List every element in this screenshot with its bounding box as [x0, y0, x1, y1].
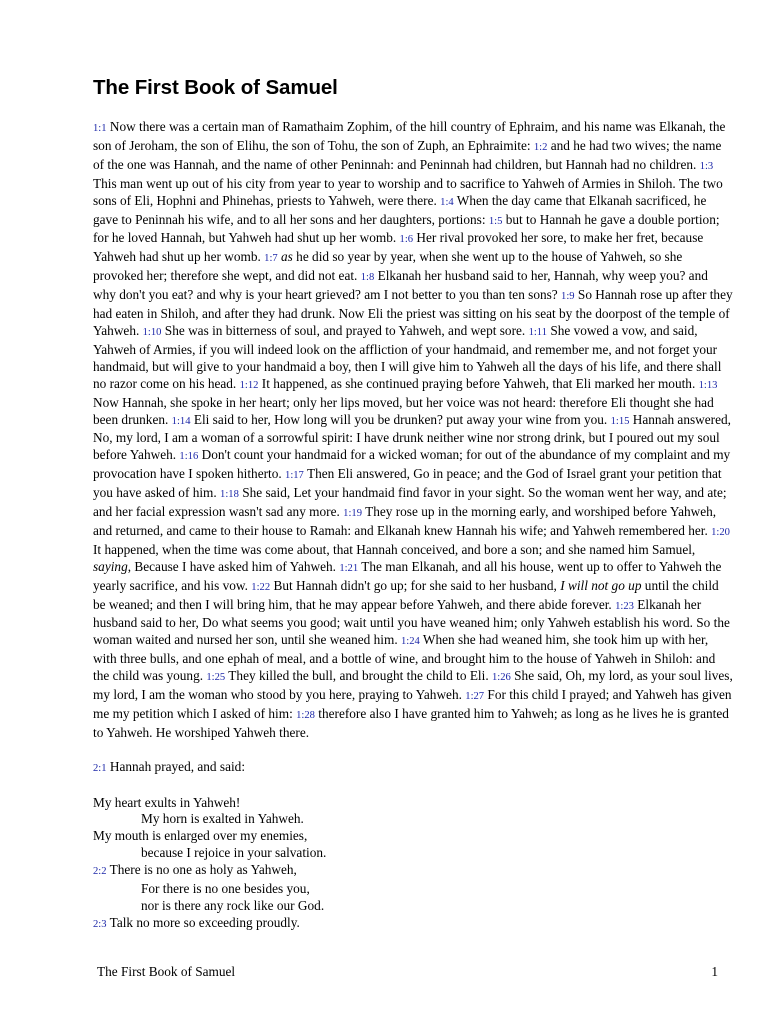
poem-line-text: My horn is exalted in Yahweh.: [141, 811, 304, 827]
verse-text: She said, Let your handmaid find favor in your sight. So the woman went her way, and ate; and her facial expression wasn't sad any more.: [93, 485, 727, 520]
italic-text: saying: [93, 558, 128, 574]
verse-number[interactable]: 1:15: [610, 415, 630, 427]
verse-number[interactable]: 1:4: [440, 196, 454, 208]
verse-text: Then Eli answered, Go in peace; and the God of Israel grant your petition that you have asked of him.: [93, 466, 722, 501]
verse-number[interactable]: 1:9: [561, 291, 575, 303]
poem-block: [93, 795, 733, 934]
verse-number[interactable]: 1:26: [491, 672, 511, 684]
poem-line-text: because I rejoice in your salvation.: [141, 845, 327, 861]
verse-number[interactable]: 1:27: [465, 691, 485, 703]
verse-number[interactable]: 1:16: [179, 451, 199, 463]
verse-number[interactable]: 1:8: [360, 272, 375, 284]
verse-number[interactable]: 1:20: [711, 526, 730, 538]
verse-text: She said, Oh, my lord, as your soul lives, my lord, I am the woman who stood by you here, praying to Yahweh.: [93, 668, 733, 703]
verse-text: Now Hannah, she spoke in her heart; only her lips moved, but her voice was not heard: therefore Eli thought she had been drunken.: [93, 394, 714, 427]
verse-text: Elkanah her husband said to her, Do what seems you good; wait until you have weaned him; only Yahweh establish his word. So the woman waited and nursed her son, until she weaned him.: [93, 596, 730, 648]
poem-line: [93, 881, 733, 898]
verse-text: She was in bitterness of soul, and prayed to Yahweh, and wept sore.: [161, 322, 529, 338]
poem-line-text: nor is there any rock like our God.: [141, 897, 325, 913]
verse-text: The man Elkanah, and all his house, went up to offer to Yahweh the yearly sacrifice, and his vow.: [93, 558, 722, 593]
poem-line-text: My heart exults in Yahweh!: [93, 794, 241, 810]
verse-text: She vowed a vow, and said, Yahweh of Armies, if you will indeed look on the affliction of your handmaid, and remember me, and not forget your handmaid, but will give to your handmaid a boy, then I will give him to Yahweh all the days of his life, and there shall no razor come on his head.: [93, 322, 722, 391]
verse-text: Her rival provoked her sore, to make her fret, because Yahweh had shut up her womb.: [93, 230, 704, 265]
verse-number[interactable]: 1:14: [171, 415, 191, 427]
verse-number[interactable]: 1:22: [251, 581, 271, 593]
verse-text: So Hannah rose up after they had eaten in Shiloh, and after they had drunk. Now Eli the priest was sitting on his seat by the doorpost of the temple of Yahweh.: [93, 287, 733, 338]
poem-line-text: There is no one as holy as Yahweh,: [106, 862, 297, 878]
page-title: The First Book of Samuel: [93, 76, 338, 99]
poem-line-text: For there is no one besides you,: [141, 881, 310, 897]
verse-number[interactable]: 1:2: [533, 141, 548, 153]
verse-text: Eli said to her, How long will you be drunken? put away your wine from you.: [190, 411, 611, 427]
verse-number[interactable]: 1:11: [528, 326, 548, 338]
poem-line: [93, 828, 733, 845]
verse-number[interactable]: 1:28: [296, 710, 315, 721]
verse-number[interactable]: 1:23: [615, 600, 634, 612]
footer-title: The First Book of Samuel: [97, 964, 236, 979]
verse-number[interactable]: 1:6: [399, 234, 414, 246]
verse-text: It happened, as she continued praying before Yahweh, that Eli marked her mouth.: [258, 375, 699, 391]
poem-line: [93, 845, 733, 862]
poem-line: [93, 862, 733, 881]
chapter-2-intro: [93, 759, 733, 778]
verse-number[interactable]: 1:13: [698, 379, 718, 391]
verse-text: This man went up out of his city from year to year to worship and to sacrifice to Yahweh of Armies in Shiloh. The two sons of Eli, Hophni and Phinehas, priests to Yahweh, were there.: [93, 175, 723, 208]
verse-text: but to Hannah he gave a double portion; for he loved Hannah, but Yahweh had shut up her womb.: [93, 211, 720, 246]
poem-line: [93, 795, 733, 812]
poem-line-text: Talk no more so exceeding proudly.: [106, 914, 300, 930]
italic-text: as: [281, 249, 293, 265]
verse-number[interactable]: 1:12: [239, 379, 259, 391]
verse-text: When the day came that Elkanah sacrificed, he gave to Peninnah his wife, and to all her sons and her daughters, portions:: [93, 192, 707, 227]
italic-text: I will not go up: [560, 577, 642, 593]
verse-text: until the child be weaned; and then I will bring him, that he may appear before Yahweh, and there abide forever.: [93, 577, 719, 612]
verse-number[interactable]: 1:7: [264, 253, 278, 265]
verse-number[interactable]: 1:3: [699, 160, 714, 172]
verse-text: But Hannah didn't go up; for she said to her husband,: [270, 577, 561, 593]
chapter-1-paragraph: [93, 119, 733, 742]
verse-text: , Because I have asked him of Yahweh.: [127, 558, 340, 574]
verse-text: Elkanah her husband said to her, Hannah, why weep you? and why don't you eat? and why is your heart grieved? am I not better to you than ten sons?: [93, 268, 708, 303]
verse-number[interactable]: 1:18: [220, 489, 239, 501]
verse-text: For this child I prayed; and Yahweh has given me my petition which I asked of him:: [93, 687, 732, 721]
verse-text: It happened, when the time was come about, that Hannah conceived, and bore a son; and she named him Samuel,: [93, 541, 696, 557]
verse-number[interactable]: 2:1: [93, 762, 107, 774]
verse-text: When she had weaned him, she took him up with her, with three bulls, and one ephah of meal, and a bottle of wine, and brought him to the house of Yahweh in Shiloh: and the child was young.: [93, 632, 716, 684]
poem-line: [93, 915, 733, 934]
verse-number[interactable]: 1:19: [343, 508, 362, 520]
verse-text: therefore also I have granted him to Yahweh; as long as he lives he is granted to Yahweh. He worshiped Yahweh there.: [93, 706, 729, 740]
verse-number[interactable]: 1:25: [206, 672, 226, 684]
verse-number[interactable]: 2:2: [93, 866, 107, 878]
verse-text: They rose up in the morning early, and worshiped before Yahweh, and returned, and came to their house to Ramah: and Elkanah knew Hannah his wife; and Yahweh remembered her.: [93, 504, 717, 538]
scripture-body: [93, 119, 733, 934]
verse-number[interactable]: 1:5: [488, 215, 503, 227]
verse-text: Now there was a certain man of Ramathaim Zophim, of the hill country of Ephraim, and his name was Elkanah, the son of Jeroham, the son of Elihu, the son of Tohu, the son of Zuph, an Ephraimite:: [93, 119, 726, 153]
poem-line: [93, 811, 733, 828]
verse-text: Don't count your handmaid for a wicked woman; for out of the abundance of my complaint and my provocation have I spoken hitherto.: [93, 447, 731, 482]
poem-line: [93, 898, 733, 915]
verse-text: Hannah prayed, and said:: [106, 758, 246, 774]
verse-text: he did so year by year, when she went up to the house of Yahweh, so she provoked her; therefore she wept, and did not eat.: [93, 249, 683, 284]
poem-line-text: My mouth is enlarged over my enemies,: [93, 828, 308, 844]
verse-text: Hannah answered, No, my lord, I am a woman of a sorrowful spirit: I have drunk neither wine nor strong drink, but I poured out my soul before Yahweh.: [93, 411, 731, 463]
verse-text: They killed the bull, and brought the child to Eli.: [225, 668, 492, 684]
verse-number[interactable]: 1:17: [285, 470, 304, 482]
verse-number[interactable]: 1:1: [93, 123, 107, 134]
verse-number[interactable]: 1:10: [142, 326, 162, 338]
verse-number[interactable]: 1:21: [339, 562, 359, 574]
verse-number[interactable]: 2:3: [93, 918, 107, 930]
page-number: 1: [711, 964, 718, 979]
verse-number[interactable]: 1:24: [400, 636, 420, 648]
verse-text: and he had two wives; the name of the one was Hannah, and the name of other Peninnah: and Peninnah had children, but Hannah had no children.: [93, 137, 722, 172]
